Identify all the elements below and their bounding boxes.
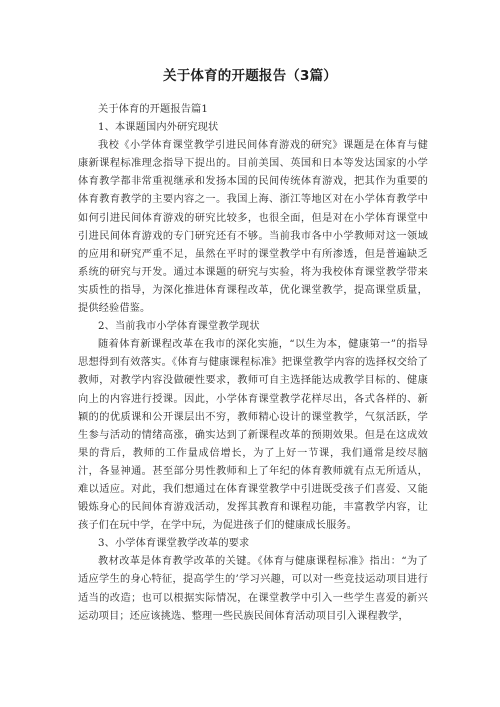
document-body	[78, 101, 428, 626]
section-paragraph-3: 教材改革是体育教学改革的关键。《体育与健康课程标准》指出：“为了适应学生的身心特征，提高学生的’学习兴趣，可以对一些竞技运动项目进行适当的改造；也可以根据实际情况，在课堂教学中引入一些学生喜爱的新兴运动项目；还应该挑选、整理一些民族民间体育活动项目引入课程教学，	[78, 556, 428, 622]
section-heading-1: 1、本课题国内外研究现状	[98, 122, 219, 134]
section-heading-2: 2、当前我市小学体育课堂教学现状	[98, 321, 260, 333]
section-heading-3: 3、小学体育课堂教学改革的要求	[98, 538, 250, 550]
section-paragraph-2: 随着体育新课程改革在我市的深化实施，“以生为本，健康第一”的指导思想得到有效落实。《体育与健康课程标准》把课堂教学内容的选择权交给了教师，对教学内容没做硬性要求，教师可自主选择能达成教学目标的、健康向上的内容进行授课。因此，小学体育课堂教学花样尽出，各式各样的、新颖的的优质课和公开课层出不穷，教师精心设计的课堂教学，气氛活跃，学生参与活动的情绪高涨，确实达到了新课程改革的预期效果。但是在这成效果的背后，教师的工作量成倍增长，为了上好一节课，我们通常是绞尽脑汁，各显神通。甚至部分男性教师和上了年纪的体育教师就有点无所适从，难以适应。对此，我们想通过在体育课堂教学中引进既受孩子们喜爱、又能锻炼身心的民间体育游戏活动，发挥其教育和课程功能，丰富教学内容，让孩子们在玩中学，在学中玩，为促进孩子们的健康成长服务。	[78, 339, 428, 532]
section-paragraph-1: 我校《小学体育课堂教学引进民间体育游戏的研究》课题是在体育与健康新课程标准理念指导下提出的。目前美国、英国和日本等发达国家的小学体育教学都非常重视继承和发扬本国的民间传统体育游戏，把其作为重要的体育教育教学的主要内容之一。我国上海、浙江等地区对在小学体育教学中如何引进民间体育游戏的研究比较多，也很全面，但是对在小学体育课堂中引进民间体育游戏的专门研究还有不够。当前我市各中小学教师对这一领域的应用和研究严重不足，虽然在平时的课堂教学中有所渗透，但是普遍缺乏系统的研究与开发。通过本课题的研究与实验，将为我校体育课堂教学带来实质性的指导，为深化推进体育课程改革，优化课堂教学，提高课堂质量，提供经验借鉴。	[78, 140, 428, 315]
document-title: 关于体育的开题报告（3篇）	[163, 68, 337, 84]
article-subtitle: 关于体育的开题报告篇1	[98, 104, 209, 115]
